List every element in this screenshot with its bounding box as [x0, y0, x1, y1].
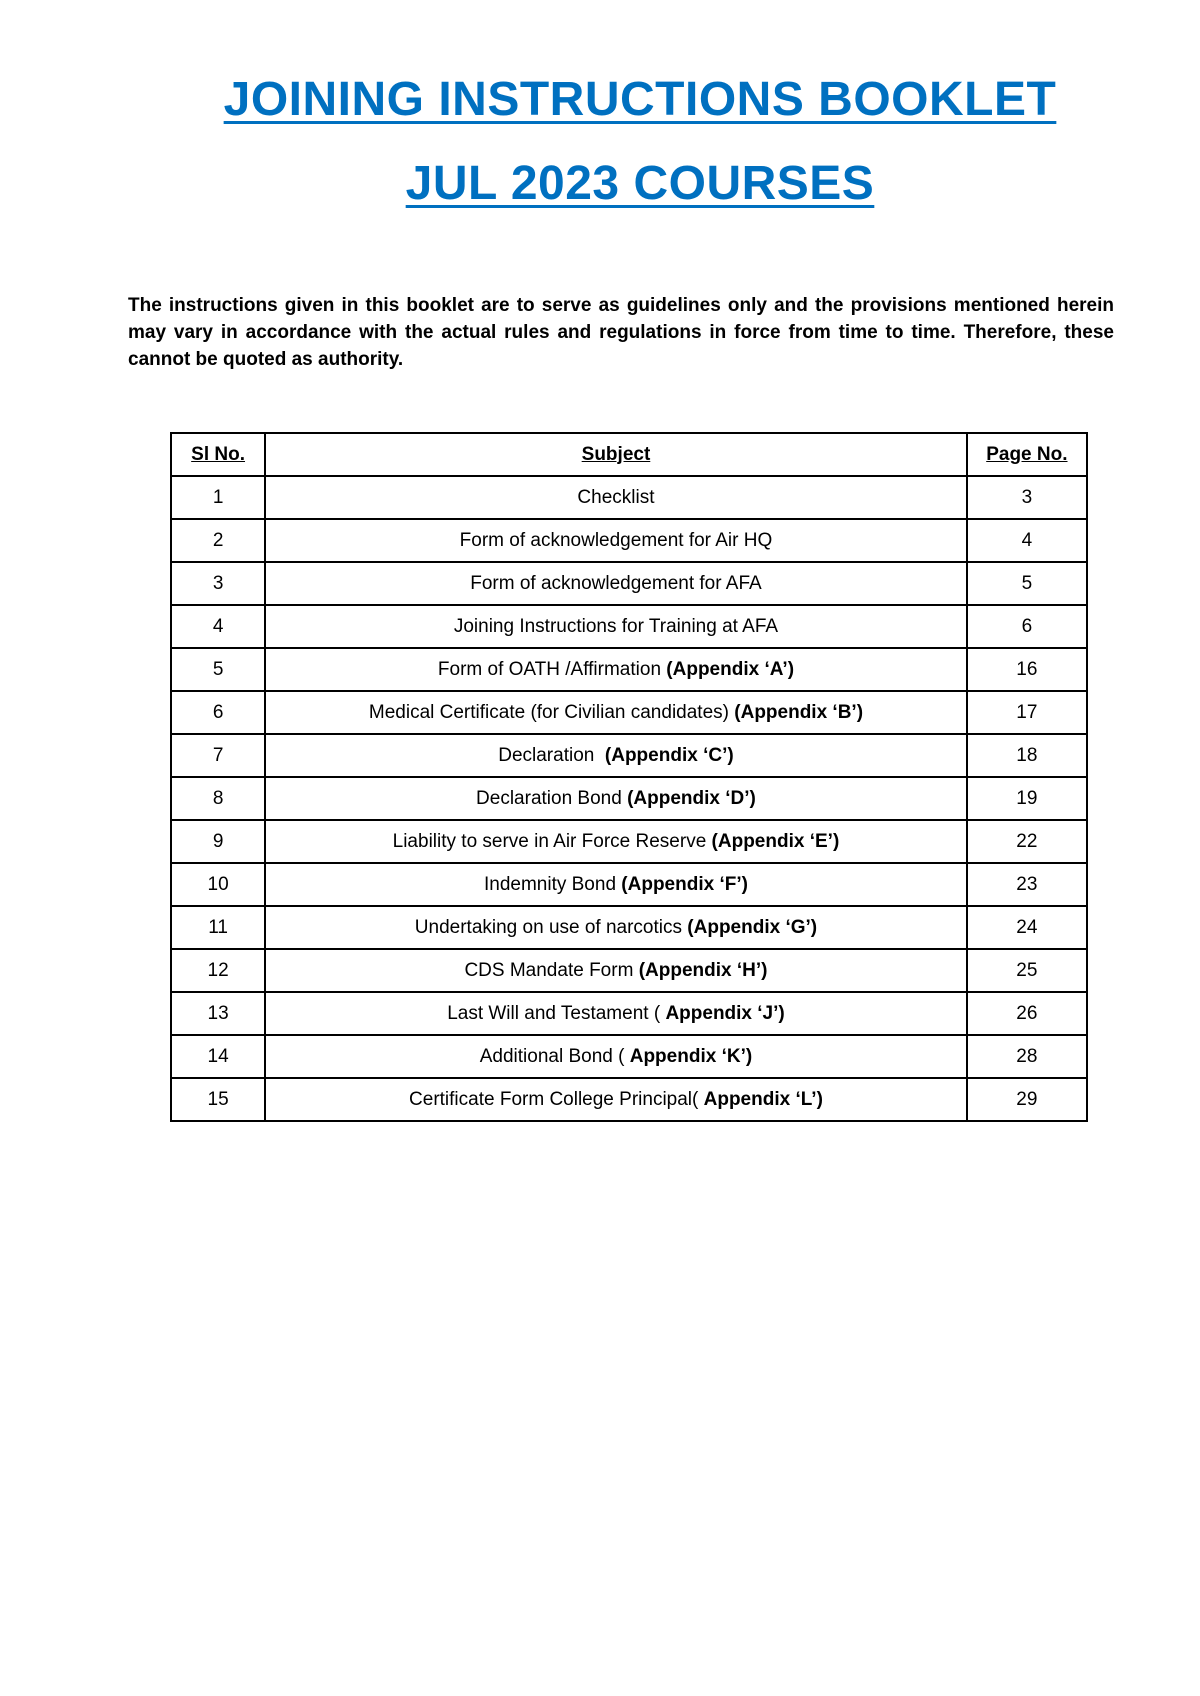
row-sl-no: 7: [171, 734, 265, 777]
subject-text: Joining Instructions for Training at AFA: [453, 615, 779, 637]
table-row: [171, 605, 1087, 648]
row-subject: [265, 1078, 967, 1121]
table-row: [171, 949, 1087, 992]
appendix-label: (Appendix ‘E’): [711, 830, 840, 852]
subject-text: Form of acknowledgement for AFA: [470, 572, 762, 594]
subject-text: CDS Mandate Form: [464, 959, 639, 981]
row-page-no: 17: [967, 691, 1087, 734]
row-sl-no: 6: [171, 691, 265, 734]
appendix-label: (Appendix ‘F’): [621, 873, 748, 895]
table-header-row: [171, 433, 1087, 476]
row-sl-no: 12: [171, 949, 265, 992]
row-sl-no: 15: [171, 1078, 265, 1121]
row-sl-no: 4: [171, 605, 265, 648]
row-page-no: 6: [967, 605, 1087, 648]
subject-text: Additional Bond (: [479, 1045, 630, 1067]
row-subject: [265, 863, 967, 906]
appendix-label: (Appendix ‘C’): [604, 744, 734, 766]
table-row: [171, 691, 1087, 734]
row-sl-no: 13: [171, 992, 265, 1035]
subject-text: Form of OATH /Affirmation: [437, 658, 667, 680]
table-row: [171, 519, 1087, 562]
row-subject: [265, 820, 967, 863]
table-row: [171, 734, 1087, 777]
table-row: [171, 562, 1087, 605]
subject-text: Form of acknowledgement for Air HQ: [459, 529, 773, 551]
row-sl-no: 11: [171, 906, 265, 949]
table-row: [171, 648, 1087, 691]
row-page-no: 29: [967, 1078, 1087, 1121]
row-sl-no: 3: [171, 562, 265, 605]
header-sl-no: Sl No.: [171, 433, 265, 476]
subject-text: Undertaking on use of narcotics: [414, 916, 688, 938]
row-page-no: 24: [967, 906, 1087, 949]
subject-text: Medical Certificate (for Civilian candidates): [368, 701, 735, 723]
appendix-label: (Appendix ‘B’): [734, 701, 864, 723]
contents-table: [170, 432, 1088, 1122]
table-row: [171, 476, 1087, 519]
header-page-no: Page No.: [967, 433, 1087, 476]
row-subject: [265, 648, 967, 691]
row-page-no: 16: [967, 648, 1087, 691]
subject-text: Checklist: [577, 486, 655, 508]
row-page-no: 22: [967, 820, 1087, 863]
row-subject: [265, 476, 967, 519]
row-subject: [265, 605, 967, 648]
row-page-no: 28: [967, 1035, 1087, 1078]
row-sl-no: 8: [171, 777, 265, 820]
row-sl-no: 9: [171, 820, 265, 863]
row-subject: [265, 906, 967, 949]
appendix-label: Appendix ‘K’): [629, 1045, 753, 1067]
header-subject: Subject: [265, 433, 967, 476]
appendix-label: (Appendix ‘G’): [687, 916, 818, 938]
table-row: [171, 820, 1087, 863]
table-row: [171, 992, 1087, 1035]
page-title: JOINING INSTRUCTIONS BOOKLET: [223, 73, 1057, 126]
row-sl-no: 14: [171, 1035, 265, 1078]
row-sl-no: 2: [171, 519, 265, 562]
subject-text: Indemnity Bond: [483, 873, 622, 895]
row-sl-no: 10: [171, 863, 265, 906]
row-subject: [265, 691, 967, 734]
row-subject: [265, 562, 967, 605]
page-subtitle: JUL 2023 COURSES: [405, 157, 875, 210]
row-subject: [265, 734, 967, 777]
row-subject: [265, 949, 967, 992]
row-subject: [265, 777, 967, 820]
row-sl-no: 5: [171, 648, 265, 691]
subject-text: Liability to serve in Air Force Reserve: [392, 830, 712, 852]
subject-text: Last Will and Testament (: [447, 1002, 666, 1024]
row-page-no: 4: [967, 519, 1087, 562]
table-row: [171, 1035, 1087, 1078]
row-page-no: 23: [967, 863, 1087, 906]
subject-text: Certificate Form College Principal(: [409, 1088, 704, 1110]
appendix-label: (Appendix ‘H’): [638, 959, 768, 981]
subject-text: Declaration Bond: [476, 787, 628, 809]
row-page-no: 3: [967, 476, 1087, 519]
row-page-no: 26: [967, 992, 1087, 1035]
table-row: [171, 1078, 1087, 1121]
appendix-label: Appendix ‘J’): [665, 1002, 785, 1024]
appendix-label: (Appendix ‘A’): [666, 658, 795, 680]
subject-text: Declaration: [498, 744, 605, 766]
table-body: [171, 476, 1087, 1121]
row-page-no: 18: [967, 734, 1087, 777]
appendix-label: (Appendix ‘D’): [627, 787, 756, 809]
row-page-no: 19: [967, 777, 1087, 820]
table-row: [171, 777, 1087, 820]
row-page-no: 5: [967, 562, 1087, 605]
row-page-no: 25: [967, 949, 1087, 992]
row-subject: [265, 1035, 967, 1078]
table-row: [171, 906, 1087, 949]
row-sl-no: 1: [171, 476, 265, 519]
row-subject: [265, 992, 967, 1035]
row-subject: [265, 519, 967, 562]
disclaimer-paragraph: The instructions given in this booklet are to serve as guidelines only and the provisions mentioned herein may vary in accordance with the actual rules and regulations in force from time to time. Therefore, these cannot be quoted as authority.: [128, 295, 1114, 370]
table-row: [171, 863, 1087, 906]
appendix-label: Appendix ‘L’): [703, 1088, 823, 1110]
